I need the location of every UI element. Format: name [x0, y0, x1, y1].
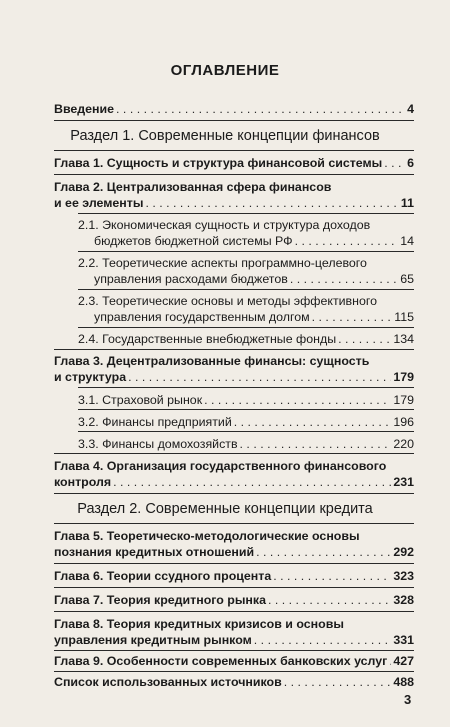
toc-entry-ch7[interactable]	[54, 592, 414, 608]
leader-dots	[256, 544, 391, 560]
toc-entry-page: 488	[393, 675, 414, 689]
toc-entry-label: управления кредитным рынком	[54, 633, 252, 647]
toc-entry-ch2[interactable]	[54, 195, 414, 211]
toc-entry-page: 323	[393, 569, 414, 583]
leader-dots	[116, 101, 405, 117]
toc-entry-ch1[interactable]	[54, 155, 414, 171]
leader-dots	[384, 155, 405, 171]
leader-dots	[254, 632, 392, 648]
toc-entry-ch4[interactable]	[54, 474, 414, 490]
divider	[78, 327, 414, 328]
toc-entry-label: управления государственным долгом	[94, 310, 310, 324]
toc-entry-label: 3.3. Финансы домохозяйств	[78, 437, 238, 451]
toc-entry-ch2-line1[interactable]: Глава 2. Централизованная сфера финансов	[54, 180, 332, 194]
toc-entry-2-1[interactable]	[94, 233, 414, 249]
toc-entry-page: 427	[393, 654, 414, 668]
toc-entry-label: бюджетов бюджетной системы РФ	[94, 234, 293, 248]
toc-entry-page: 196	[393, 415, 414, 429]
toc-entry-label: и структура	[54, 370, 127, 384]
toc-entry-label: и ее элементы	[54, 196, 144, 210]
toc-entry-2-4[interactable]	[78, 331, 414, 347]
toc-entry-3-2[interactable]	[78, 414, 414, 430]
divider	[54, 671, 414, 672]
toc-entry-label: познания кредитных отношений	[54, 545, 255, 559]
leader-dots	[128, 369, 391, 385]
divider	[54, 453, 414, 454]
divider	[54, 493, 414, 494]
toc-entry-ch3[interactable]	[54, 369, 414, 385]
toc-entry-ch6[interactable]	[54, 568, 414, 584]
leader-dots	[268, 592, 391, 608]
divider	[54, 563, 414, 564]
divider	[78, 431, 414, 432]
toc-entry-page: 115	[394, 310, 414, 324]
leader-dots	[234, 414, 392, 430]
leader-dots	[273, 568, 391, 584]
toc-entry-2-2-line1[interactable]: 2.2. Теоретические аспекты программно-целевого	[78, 256, 367, 270]
leader-dots	[338, 331, 391, 347]
divider	[54, 611, 414, 612]
toc-entry-ch8[interactable]	[54, 632, 414, 648]
toc-entry-page: 292	[393, 545, 414, 559]
toc-entry-3-3[interactable]	[78, 436, 414, 452]
toc-entry-page: 179	[393, 370, 414, 384]
divider	[54, 523, 414, 524]
divider	[78, 213, 414, 214]
part1-heading: Раздел 1. Современные концепции финансов	[70, 128, 380, 144]
toc-entry-page: 231	[393, 475, 414, 489]
leader-dots	[312, 309, 393, 325]
toc-entry-label: 2.4. Государственные внебюджетные фонды	[78, 332, 337, 346]
toc-entry-label: 3.2. Финансы предприятий	[78, 415, 232, 429]
toc-entry-ch5-line1[interactable]: Глава 5. Теоретическо-методологические основы	[54, 529, 360, 543]
toc-entry-page: 6	[407, 156, 414, 170]
divider	[78, 251, 414, 252]
toc-entry-intro[interactable]	[54, 101, 414, 117]
leader-dots	[389, 653, 391, 669]
divider	[78, 289, 414, 290]
toc-entry-page: 328	[393, 593, 414, 607]
page-title: ОГЛАВЛЕНИЕ	[170, 62, 280, 79]
leader-dots	[284, 674, 392, 690]
divider	[54, 349, 414, 350]
divider	[54, 120, 414, 121]
toc-entry-refs[interactable]	[54, 674, 414, 690]
divider	[54, 587, 414, 588]
toc-entry-ch5[interactable]	[54, 544, 414, 560]
toc-entry-page: 65	[400, 272, 414, 286]
toc-entry-label: Глава 7. Теория кредитного рынка	[54, 593, 267, 607]
toc-entry-label: Введение	[54, 102, 115, 116]
toc-entry-ch3-line1[interactable]: Глава 3. Децентрализованные финансы: сущность	[54, 354, 370, 368]
toc-entry-page: 179	[393, 393, 414, 407]
toc-entry-2-3[interactable]	[94, 309, 414, 325]
toc-entry-ch9[interactable]	[54, 653, 414, 669]
divider	[54, 650, 414, 651]
toc-entry-2-3-line1[interactable]: 2.3. Теоретические основы и методы эффективного	[78, 294, 378, 308]
toc-entry-label: контроля	[54, 475, 112, 489]
toc-entry-label: Глава 9. Особенности современных банковских услуг	[54, 654, 388, 668]
toc-entry-ch4-line1[interactable]: Глава 4. Организация государственного финансового	[54, 459, 387, 473]
toc-entry-page: 134	[393, 332, 414, 346]
toc-entry-label: управления расходами бюджетов	[94, 272, 288, 286]
toc-entry-2-2[interactable]	[94, 271, 414, 287]
divider	[54, 150, 414, 151]
leader-dots	[295, 233, 399, 249]
toc-entry-page: 11	[400, 196, 414, 210]
leader-dots	[240, 436, 392, 452]
toc-entry-label: 3.1. Страховой рынок	[78, 393, 203, 407]
toc-entry-page: 4	[407, 102, 414, 116]
leader-dots	[145, 195, 398, 211]
toc-entry-ch8-line1[interactable]: Глава 8. Теория кредитных кризисов и основы	[54, 617, 344, 631]
leader-dots	[290, 271, 398, 287]
toc-entry-2-1-line1[interactable]: 2.1. Экономическая сущность и структура доходов	[78, 218, 371, 232]
leader-dots	[113, 474, 391, 490]
toc-entry-page: 331	[393, 633, 414, 647]
divider	[78, 387, 414, 388]
toc-entry-label: Глава 6. Теории ссудного процента	[54, 569, 272, 583]
divider	[78, 409, 414, 410]
divider	[54, 174, 414, 175]
toc-entry-page: 220	[393, 437, 414, 451]
toc-entry-page: 14	[400, 234, 414, 248]
leader-dots	[204, 392, 391, 408]
page-number: 3	[404, 692, 412, 707]
toc-entry-3-1[interactable]	[78, 392, 414, 408]
part2-heading: Раздел 2. Современные концепции кредита	[77, 501, 373, 517]
toc-entry-label: Список использованных источников	[54, 675, 282, 689]
toc-entry-label: Глава 1. Сущность и структура финансовой системы	[54, 156, 383, 170]
